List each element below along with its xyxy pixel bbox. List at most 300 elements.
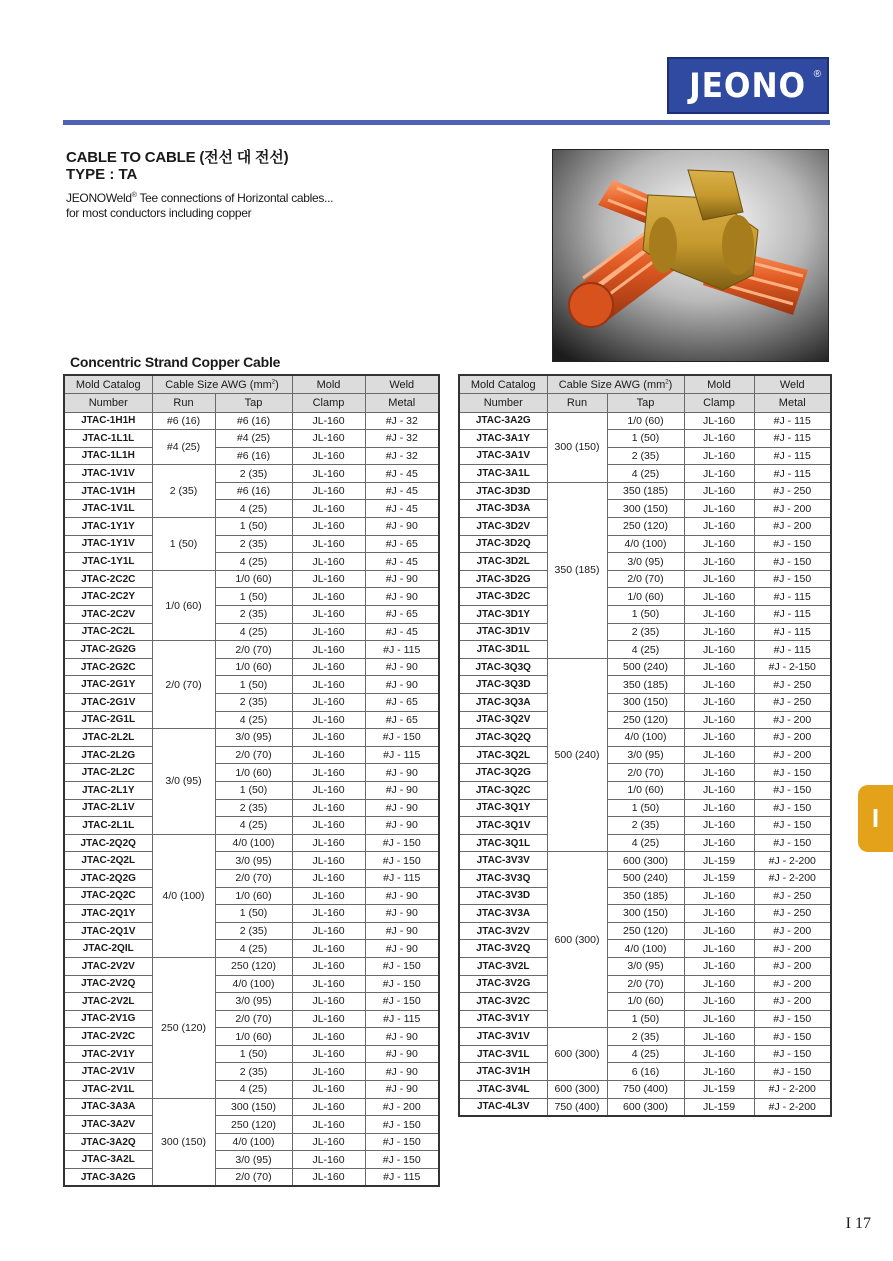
- weld-metal-cell: #J - 90: [365, 676, 439, 694]
- weld-metal-cell: #J - 200: [754, 957, 831, 975]
- weld-metal-cell: #J - 2-200: [754, 1098, 831, 1116]
- tap-size-cell: 1 (50): [607, 606, 684, 624]
- table-row: [459, 1098, 831, 1116]
- mold-clamp-cell: JL-160: [684, 1063, 754, 1081]
- table-row: [64, 922, 439, 940]
- catalog-number-cell: JTAC-2G1V: [64, 694, 152, 712]
- weld-metal-cell: #J - 90: [365, 887, 439, 905]
- tap-size-cell: 2 (35): [607, 817, 684, 835]
- table-row: [459, 1028, 831, 1046]
- weld-metal-cell: #J - 150: [754, 553, 831, 571]
- tap-size-cell: 4 (25): [607, 1045, 684, 1063]
- catalog-number-cell: JTAC-3V2L: [459, 957, 547, 975]
- weld-metal-cell: #J - 250: [754, 676, 831, 694]
- weld-metal-cell: #J - 150: [365, 993, 439, 1011]
- mold-clamp-cell: JL-160: [292, 412, 365, 430]
- catalog-number-cell: JTAC-3D1L: [459, 641, 547, 659]
- header-awg-close: ): [668, 378, 673, 391]
- table-row: [64, 940, 439, 958]
- table-row: [459, 799, 831, 817]
- mold-clamp-cell: JL-160: [292, 887, 365, 905]
- catalog-number-cell: JTAC-3D2C: [459, 588, 547, 606]
- weld-metal-cell: #J - 150: [754, 1045, 831, 1063]
- page-title: CABLE TO CABLE (전선 대 전선): [66, 149, 289, 166]
- catalog-number-cell: JTAC-2C2V: [64, 606, 152, 624]
- weld-metal-cell: #J - 32: [365, 447, 439, 465]
- description: [66, 188, 333, 221]
- weld-metal-cell: #J - 45: [365, 553, 439, 571]
- table-row: [459, 430, 831, 448]
- catalog-number-cell: JTAC-2Q2C: [64, 887, 152, 905]
- tap-size-cell: 4 (25): [215, 500, 292, 518]
- weld-metal-cell: #J - 150: [754, 1028, 831, 1046]
- table-row: [64, 764, 439, 782]
- tap-size-cell: 2 (35): [215, 694, 292, 712]
- mold-clamp-cell: JL-159: [684, 1098, 754, 1116]
- catalog-number-cell: JTAC-2V2Q: [64, 975, 152, 993]
- tap-size-cell: 1/0 (60): [607, 993, 684, 1011]
- run-size-cell: 500 (240): [547, 658, 607, 852]
- catalog-number-cell: JTAC-3V2V: [459, 922, 547, 940]
- header-run: Run: [152, 394, 215, 413]
- table-row: [459, 518, 831, 536]
- table-row: [64, 1098, 439, 1116]
- weld-metal-cell: #J - 115: [754, 412, 831, 430]
- tap-size-cell: 2 (35): [607, 623, 684, 641]
- table-row: [459, 412, 831, 430]
- table-row: [64, 1045, 439, 1063]
- tap-size-cell: 1/0 (60): [215, 658, 292, 676]
- weld-metal-cell: #J - 90: [365, 799, 439, 817]
- catalog-number-cell: JTAC-1V1L: [64, 500, 152, 518]
- catalog-number-cell: JTAC-2C2L: [64, 623, 152, 641]
- tap-size-cell: 2 (35): [215, 922, 292, 940]
- weld-metal-cell: #J - 150: [754, 1010, 831, 1028]
- mold-clamp-cell: JL-160: [684, 570, 754, 588]
- table-row: [64, 518, 439, 536]
- header-weld: Weld: [754, 375, 831, 394]
- tap-size-cell: 4 (25): [215, 1081, 292, 1099]
- tap-size-cell: 4 (25): [607, 465, 684, 483]
- header-rule: [63, 120, 830, 125]
- catalog-table-left: [63, 374, 440, 1187]
- table-row: [459, 465, 831, 483]
- mold-clamp-cell: JL-160: [684, 658, 754, 676]
- catalog-number-cell: JTAC-2V2L: [64, 993, 152, 1011]
- weld-metal-cell: #J - 90: [365, 1063, 439, 1081]
- weld-metal-cell: #J - 150: [365, 1151, 439, 1169]
- mold-clamp-cell: JL-160: [684, 781, 754, 799]
- table-row: [459, 957, 831, 975]
- catalog-number-cell: JTAC-3A2V: [64, 1116, 152, 1134]
- catalog-number-cell: JTAC-3D2L: [459, 553, 547, 571]
- weld-metal-cell: #J - 200: [754, 711, 831, 729]
- weld-metal-cell: #J - 200: [754, 500, 831, 518]
- weld-metal-cell: #J - 90: [365, 922, 439, 940]
- catalog-number-cell: JTAC-3V1H: [459, 1063, 547, 1081]
- catalog-table-right: [458, 374, 832, 1117]
- run-size-cell: 750 (400): [547, 1098, 607, 1116]
- mold-clamp-cell: JL-160: [292, 641, 365, 659]
- weld-metal-cell: #J - 2-200: [754, 1081, 831, 1099]
- mold-clamp-cell: JL-160: [292, 729, 365, 747]
- weld-metal-cell: #J - 115: [365, 746, 439, 764]
- tap-size-cell: 2 (35): [607, 447, 684, 465]
- tap-size-cell: #6 (16): [215, 412, 292, 430]
- mold-clamp-cell: JL-160: [292, 518, 365, 536]
- mold-clamp-cell: JL-160: [684, 430, 754, 448]
- mold-clamp-cell: JL-160: [292, 764, 365, 782]
- catalog-number-cell: JTAC-3V3V: [459, 852, 547, 870]
- weld-metal-cell: #J - 90: [365, 1028, 439, 1046]
- table-row: [64, 887, 439, 905]
- weld-metal-cell: #J - 45: [365, 482, 439, 500]
- tap-size-cell: 2 (35): [215, 799, 292, 817]
- catalog-number-cell: JTAC-3A3A: [64, 1098, 152, 1116]
- tap-size-cell: 1/0 (60): [215, 570, 292, 588]
- logo-text: JEONO: [689, 65, 807, 106]
- table-row: [64, 746, 439, 764]
- weld-metal-cell: #J - 200: [365, 1098, 439, 1116]
- mold-clamp-cell: JL-160: [684, 817, 754, 835]
- mold-clamp-cell: JL-160: [684, 500, 754, 518]
- mold-clamp-cell: JL-160: [292, 746, 365, 764]
- weld-metal-cell: #J - 150: [754, 781, 831, 799]
- mold-clamp-cell: JL-159: [684, 852, 754, 870]
- section-title: Concentric Strand Copper Cable: [70, 354, 281, 370]
- weld-metal-cell: #J - 115: [754, 641, 831, 659]
- table-row: [459, 553, 831, 571]
- mold-clamp-cell: JL-160: [684, 447, 754, 465]
- table-row: [459, 694, 831, 712]
- catalog-number-cell: JTAC-3D1V: [459, 623, 547, 641]
- run-size-cell: 600 (300): [547, 1028, 607, 1081]
- table-row: [64, 817, 439, 835]
- table-row: [64, 852, 439, 870]
- table-row: [459, 1081, 831, 1099]
- tap-size-cell: 250 (120): [215, 957, 292, 975]
- run-size-cell: 4/0 (100): [152, 834, 215, 957]
- table-row: [64, 430, 439, 448]
- weld-metal-cell: #J - 65: [365, 711, 439, 729]
- catalog-number-cell: JTAC-3V3A: [459, 905, 547, 923]
- tap-size-cell: #6 (16): [215, 482, 292, 500]
- weld-metal-cell: #J - 115: [365, 1010, 439, 1028]
- table-row: [64, 1151, 439, 1169]
- catalog-number-cell: JTAC-2V1G: [64, 1010, 152, 1028]
- tap-size-cell: 1/0 (60): [215, 764, 292, 782]
- weld-metal-cell: #J - 90: [365, 817, 439, 835]
- tap-size-cell: 2/0 (70): [607, 570, 684, 588]
- tap-size-cell: 500 (240): [607, 869, 684, 887]
- tap-size-cell: 4 (25): [215, 940, 292, 958]
- catalog-number-cell: JTAC-2L2G: [64, 746, 152, 764]
- catalog-number-cell: JTAC-2V1Y: [64, 1045, 152, 1063]
- weld-metal-cell: #J - 115: [365, 1169, 439, 1187]
- run-size-cell: #4 (25): [152, 430, 215, 465]
- mold-clamp-cell: JL-160: [684, 975, 754, 993]
- table-row: [459, 570, 831, 588]
- header-mold: Mold: [292, 375, 365, 394]
- mold-clamp-cell: JL-160: [684, 1010, 754, 1028]
- mold-clamp-cell: JL-160: [292, 957, 365, 975]
- header-awg-sup: 2: [665, 378, 669, 385]
- run-size-cell: 1 (50): [152, 518, 215, 571]
- mold-clamp-cell: JL-160: [292, 852, 365, 870]
- mold-clamp-cell: JL-160: [292, 623, 365, 641]
- table-row: [64, 1169, 439, 1187]
- run-size-cell: 2 (35): [152, 465, 215, 518]
- tap-size-cell: 4/0 (100): [215, 975, 292, 993]
- table-row: [64, 1133, 439, 1151]
- run-size-cell: 350 (185): [547, 482, 607, 658]
- catalog-number-cell: JTAC-3Q2V: [459, 711, 547, 729]
- tap-size-cell: 250 (120): [607, 922, 684, 940]
- weld-metal-cell: #J - 65: [365, 606, 439, 624]
- catalog-number-cell: JTAC-2G2C: [64, 658, 152, 676]
- mold-clamp-cell: JL-160: [292, 834, 365, 852]
- catalog-number-cell: JTAC-2Q1V: [64, 922, 152, 940]
- mold-clamp-cell: JL-160: [292, 570, 365, 588]
- mold-clamp-cell: JL-160: [684, 606, 754, 624]
- weld-metal-cell: #J - 45: [365, 623, 439, 641]
- tap-size-cell: 350 (185): [607, 676, 684, 694]
- weld-metal-cell: #J - 65: [365, 535, 439, 553]
- catalog-number-cell: JTAC-3A1L: [459, 465, 547, 483]
- mold-clamp-cell: JL-160: [684, 465, 754, 483]
- run-size-cell: 1/0 (60): [152, 570, 215, 640]
- table-row: [64, 447, 439, 465]
- weld-metal-cell: #J - 45: [365, 465, 439, 483]
- mold-clamp-cell: JL-160: [684, 887, 754, 905]
- catalog-number-cell: JTAC-3A2Q: [64, 1133, 152, 1151]
- tap-size-cell: 1/0 (60): [607, 412, 684, 430]
- table-row: [459, 869, 831, 887]
- mold-clamp-cell: JL-160: [684, 746, 754, 764]
- run-size-cell: 600 (300): [547, 852, 607, 1028]
- weld-metal-cell: #J - 115: [754, 588, 831, 606]
- weld-metal-cell: #J - 200: [754, 518, 831, 536]
- table-row: [459, 535, 831, 553]
- tap-size-cell: 2 (35): [215, 1063, 292, 1081]
- tap-size-cell: 3/0 (95): [215, 993, 292, 1011]
- mold-clamp-cell: JL-160: [684, 922, 754, 940]
- catalog-number-cell: JTAC-3Q3Q: [459, 658, 547, 676]
- catalog-number-cell: JTAC-2L1Y: [64, 781, 152, 799]
- catalog-number-cell: JTAC-3A2G: [64, 1169, 152, 1187]
- mold-clamp-cell: JL-160: [684, 834, 754, 852]
- catalog-number-cell: JTAC-3Q3A: [459, 694, 547, 712]
- header-clamp: Clamp: [684, 394, 754, 413]
- weld-metal-cell: #J - 200: [754, 922, 831, 940]
- tap-size-cell: 1 (50): [607, 799, 684, 817]
- weld-metal-cell: #J - 90: [365, 658, 439, 676]
- tap-size-cell: 1 (50): [215, 588, 292, 606]
- weld-metal-cell: #J - 150: [754, 817, 831, 835]
- description-reg: ®: [131, 192, 137, 199]
- catalog-number-cell: JTAC-3Q2Q: [459, 729, 547, 747]
- mold-clamp-cell: JL-160: [292, 799, 365, 817]
- table-row: [64, 535, 439, 553]
- header-metal: Metal: [365, 394, 439, 413]
- weld-metal-cell: #J - 200: [754, 940, 831, 958]
- mold-clamp-cell: JL-160: [292, 482, 365, 500]
- tap-size-cell: 4 (25): [215, 711, 292, 729]
- catalog-number-cell: JTAC-3V2G: [459, 975, 547, 993]
- table-row: [64, 1010, 439, 1028]
- weld-metal-cell: #J - 150: [754, 799, 831, 817]
- header-cable-size-label: Cable Size: [558, 378, 612, 391]
- weld-metal-cell: #J - 90: [365, 570, 439, 588]
- mold-clamp-cell: JL-160: [684, 711, 754, 729]
- tap-size-cell: 750 (400): [607, 1081, 684, 1099]
- mold-clamp-cell: JL-160: [292, 922, 365, 940]
- catalog-number-cell: JTAC-2Q2L: [64, 852, 152, 870]
- tap-size-cell: 500 (240): [607, 658, 684, 676]
- mold-clamp-cell: JL-160: [292, 500, 365, 518]
- tap-size-cell: 4/0 (100): [607, 729, 684, 747]
- mold-clamp-cell: JL-160: [292, 606, 365, 624]
- table-row: [459, 817, 831, 835]
- tap-size-cell: 4 (25): [215, 817, 292, 835]
- logo-registered-mark: ®: [813, 69, 821, 80]
- table-row: [459, 781, 831, 799]
- mold-clamp-cell: JL-160: [684, 623, 754, 641]
- table-row: [64, 975, 439, 993]
- table-row: [64, 482, 439, 500]
- mold-clamp-cell: JL-160: [684, 588, 754, 606]
- header-metal: Metal: [754, 394, 831, 413]
- weld-metal-cell: #J - 115: [365, 869, 439, 887]
- mold-clamp-cell: JL-160: [684, 905, 754, 923]
- catalog-number-cell: JTAC-3D3A: [459, 500, 547, 518]
- tap-size-cell: 2 (35): [607, 1028, 684, 1046]
- weld-metal-cell: #J - 150: [365, 852, 439, 870]
- header-cable-size-label: Cable Size: [165, 378, 219, 391]
- tap-size-cell: 4 (25): [607, 834, 684, 852]
- catalog-number-cell: JTAC-2C2Y: [64, 588, 152, 606]
- tap-size-cell: 1/0 (60): [215, 887, 292, 905]
- catalog-number-cell: JTAC-3V3D: [459, 887, 547, 905]
- weld-metal-cell: #J - 150: [754, 1063, 831, 1081]
- weld-metal-cell: #J - 250: [754, 887, 831, 905]
- tap-size-cell: 3/0 (95): [215, 1151, 292, 1169]
- tap-size-cell: 250 (120): [607, 711, 684, 729]
- table-row: [64, 905, 439, 923]
- catalog-number-cell: JTAC-3Q2G: [459, 764, 547, 782]
- catalog-number-cell: JTAC-3D2V: [459, 518, 547, 536]
- catalog-number-cell: JTAC-2Q2G: [64, 869, 152, 887]
- catalog-number-cell: JTAC-3A1V: [459, 447, 547, 465]
- tap-size-cell: 2/0 (70): [215, 746, 292, 764]
- header-mold-catalog: Mold Catalog: [64, 375, 152, 394]
- mold-clamp-cell: JL-160: [684, 412, 754, 430]
- weld-metal-cell: #J - 115: [754, 606, 831, 624]
- table-row: [64, 465, 439, 483]
- run-size-cell: 2/0 (70): [152, 641, 215, 729]
- tap-size-cell: 250 (120): [215, 1116, 292, 1134]
- weld-metal-cell: #J - 150: [754, 834, 831, 852]
- mold-clamp-cell: JL-160: [292, 430, 365, 448]
- table-row: [459, 1063, 831, 1081]
- table-row: [64, 1081, 439, 1099]
- catalog-number-cell: JTAC-1Y1L: [64, 553, 152, 571]
- table-row: [64, 1063, 439, 1081]
- tap-size-cell: #6 (16): [215, 447, 292, 465]
- weld-metal-cell: #J - 200: [754, 975, 831, 993]
- table-row: [64, 500, 439, 518]
- tap-size-cell: 4 (25): [215, 623, 292, 641]
- catalog-number-cell: JTAC-3V2C: [459, 993, 547, 1011]
- table-row: [459, 1010, 831, 1028]
- page-number: I 17: [845, 1215, 871, 1232]
- run-size-cell: #6 (16): [152, 412, 215, 430]
- tap-size-cell: 250 (120): [607, 518, 684, 536]
- table-row: [459, 658, 831, 676]
- description-line2: for most conductors including copper: [66, 206, 252, 220]
- catalog-number-cell: JTAC-1V1V: [64, 465, 152, 483]
- mold-clamp-cell: JL-160: [292, 869, 365, 887]
- table-row: [459, 676, 831, 694]
- table-row: [459, 1045, 831, 1063]
- weld-metal-cell: #J - 200: [754, 746, 831, 764]
- table-row: [459, 993, 831, 1011]
- table-row: [459, 588, 831, 606]
- weld-metal-cell: #J - 90: [365, 905, 439, 923]
- catalog-number-cell: JTAC-3V1L: [459, 1045, 547, 1063]
- header-cable-size: [547, 375, 684, 394]
- catalog-number-cell: JTAC-2L2C: [64, 764, 152, 782]
- mold-clamp-cell: JL-160: [684, 553, 754, 571]
- weld-metal-cell: #J - 115: [754, 623, 831, 641]
- header-tap: Tap: [607, 394, 684, 413]
- table-row: [64, 641, 439, 659]
- tap-size-cell: 1/0 (60): [215, 1028, 292, 1046]
- weld-metal-cell: #J - 150: [365, 975, 439, 993]
- mold-clamp-cell: JL-160: [292, 781, 365, 799]
- run-size-cell: 600 (300): [547, 1081, 607, 1099]
- table-row: [459, 887, 831, 905]
- table-row: [459, 922, 831, 940]
- catalog-number-cell: JTAC-1L1H: [64, 447, 152, 465]
- catalog-number-cell: JTAC-2L1L: [64, 817, 152, 835]
- tap-size-cell: 300 (150): [607, 694, 684, 712]
- mold-clamp-cell: JL-160: [292, 676, 365, 694]
- weld-metal-cell: #J - 115: [365, 641, 439, 659]
- table-row: [459, 729, 831, 747]
- mold-clamp-cell: JL-160: [684, 764, 754, 782]
- catalog-number-cell: JTAC-3A2G: [459, 412, 547, 430]
- weld-metal-cell: #J - 150: [365, 957, 439, 975]
- description-line1: Tee connections of Horizontal cables...: [136, 191, 334, 205]
- mold-clamp-cell: JL-160: [292, 553, 365, 571]
- table-row: [64, 553, 439, 571]
- weld-metal-cell: #J - 150: [365, 729, 439, 747]
- section-tab[interactable]: I: [858, 785, 893, 852]
- tap-size-cell: 1/0 (60): [607, 588, 684, 606]
- table-row: [64, 869, 439, 887]
- mold-clamp-cell: JL-160: [292, 1098, 365, 1116]
- weld-metal-cell: #J - 2-200: [754, 869, 831, 887]
- catalog-number-cell: JTAC-2QIL: [64, 940, 152, 958]
- catalog-number-cell: JTAC-3Q1L: [459, 834, 547, 852]
- table-row: [64, 834, 439, 852]
- header-tap: Tap: [215, 394, 292, 413]
- catalog-number-cell: JTAC-3Q3D: [459, 676, 547, 694]
- mold-clamp-cell: JL-160: [684, 518, 754, 536]
- catalog-number-cell: JTAC-3Q1V: [459, 817, 547, 835]
- weld-metal-cell: #J - 150: [754, 535, 831, 553]
